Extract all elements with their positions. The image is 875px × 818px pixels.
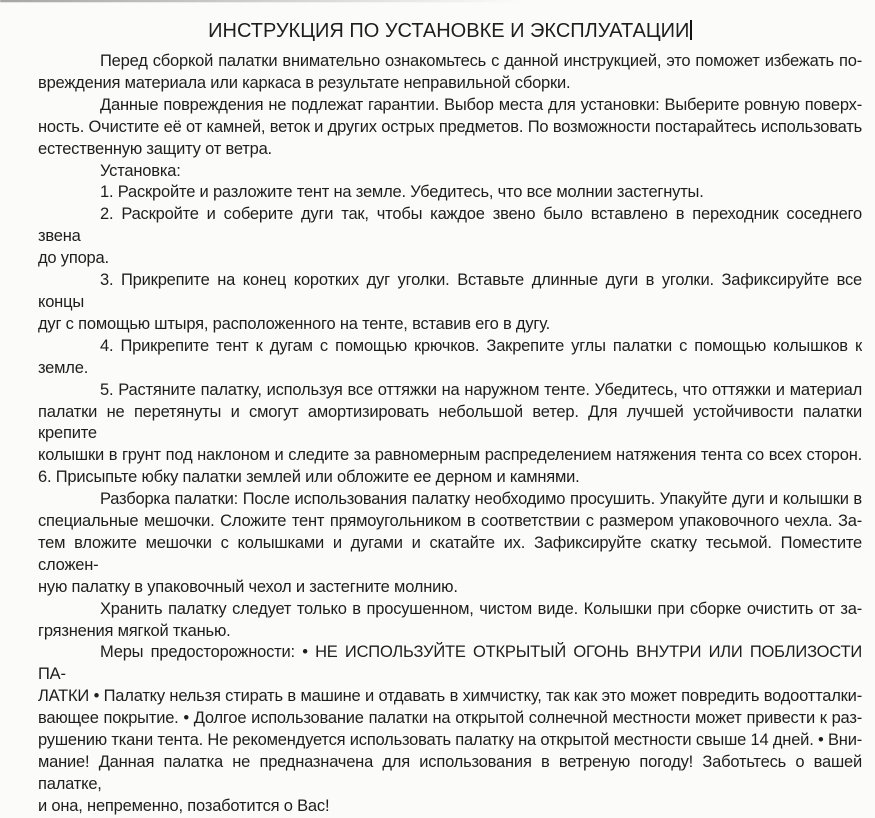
text-line[interactable]: ЛАТКИ • Палатку нельзя стирать в машине и отдавать в химчистку, так как это может повредить водоотталки- [38,687,862,706]
document-title[interactable] [38,18,862,44]
text-line[interactable]: Перед сборкой палатки внимательно ознакомьтесь с данной инструкцией, это поможет избежать по- [100,52,862,70]
text-line[interactable]: и она, непременно, позаботится о Вас! [38,796,330,815]
text-line[interactable]: естественную защиту от ветра. [38,139,272,158]
text-line[interactable]: 4. Прикрепите тент к дугам с помощью крючков. Закрепите углы палатки с помощью колышков к [100,336,862,355]
text-line[interactable]: 1. Раскройте и разложите тент на земле. Убедитесь, что все молнии застегнуты. [100,183,704,202]
text-line[interactable]: тем вложите мешочки с колышками и дугами и скатайте их. Зафиксируйте скатку тесьмой. Поместите сложен- [38,533,862,574]
scan-artifact [0,0,520,2]
text-line[interactable]: вреждения материала или каркаса в результате неправильной сборки. [38,73,571,92]
document-body[interactable] [38,51,862,818]
text-line[interactable]: земле. [38,358,89,377]
text-line[interactable]: 5. Растяните палатку, используя все оттяжки на наружном тенте. Убедитесь, что оттяжки и материал [100,380,862,399]
text-line[interactable]: 2. Раскройте и соберите дуги так, чтобы каждое звено было вставлено в переходник соседнего звена [38,205,862,246]
text-line[interactable]: Хранить палатку следует только в просушенном, чистом виде. Колышки при сборке очистить от за- [100,599,862,618]
text-line[interactable]: грязнения мягкой тканью. [38,621,231,640]
text-line[interactable]: палатки не перетянуты и смогут амортизировать небольшой ветер. Для лучшей устойчивости палатки крепите [38,402,862,443]
text-line[interactable]: колышки в грунт под наклоном и следите за равномерным распределением натяжения тента со всех сторон. [38,446,862,465]
text-line[interactable]: Данные повреждения не подлежат гарантии. Выбор места для установки: Выберите ровную поверх- [100,95,862,114]
text-line[interactable]: специальные мешочки. Сложите тент прямоугольником в соответствии с размером упаковочного чехла. За- [38,512,862,531]
text-line[interactable]: 3. Прикрепите на конец коротких дуг уголки. Вставьте длинные дуги в уголки. Зафиксируйте все концы [38,271,862,311]
text-line[interactable]: ность. Очистите её от камней, веток и других острых предметов. По возможности постарайтесь использовать [38,117,862,136]
text-cursor [690,20,692,40]
text-line[interactable]: 6. Присыпьте юбку палатки землей или обложите ее дерном и камнями. [38,468,580,487]
text-line[interactable]: Установка: [100,161,181,180]
text-line[interactable]: Разборка палатки: После использования палатку необходимо просушить. Упакуйте дуги и колышки в [100,490,862,509]
text-line[interactable]: мание! Данная палатка не предназначена для использования в ветреную погоду! Заботьтесь о вашей палатке, [38,753,862,793]
document-title-text: ИНСТРУКЦИЯ ПО УСТАНОВКЕ И ЭКСПЛУАТАЦИИ [208,20,690,42]
text-line[interactable]: ную палатку в упаковочный чехол и застегните молнию. [38,577,458,596]
text-line[interactable]: Меры предосторожности: • НЕ ИСПОЛЬЗУЙТЕ ОТКРЫТЫЙ ОГОНЬ ВНУТРИ ИЛИ ПОБЛИЗОСТИ ПА- [38,643,862,684]
text-line[interactable]: рушению ткани тента. Не рекомендуется использовать палатку на открытой местности свыше 14 дней. • Вни- [38,731,862,750]
text-line[interactable]: вающее покрытие. • Долгое использование палатки на открытой солнечной местности может привести к раз- [38,709,862,728]
text-line[interactable]: дуг с помощью штыря, расположенного на тенте, вставив его в дугу. [38,314,550,333]
text-line[interactable]: до упора. [38,249,109,268]
